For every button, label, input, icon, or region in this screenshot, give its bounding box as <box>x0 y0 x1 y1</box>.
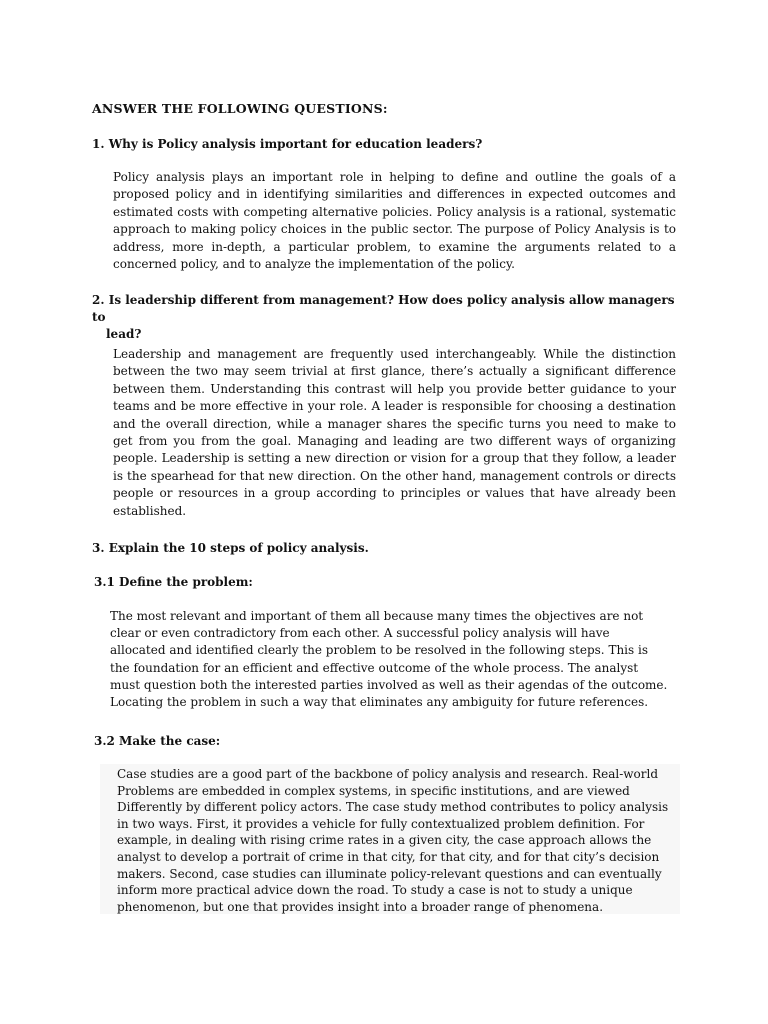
question-1-answer: Policy analysis plays an important role in helping to define and outline the goals of a proposed policy and in identifying similarities and differences in expected outcomes and estimated costs with competing alternative policies. Policy analysis is a rational, systematic approach to making policy choices in the public sector. The purpose of Policy Analysis is to address, more in-depth, a particular problem, to examine the arguments related to a concerned policy, and to analyze the implementation of the policy. <box>113 170 676 272</box>
question-2-title <box>92 292 692 343</box>
question-1-title: 1. Why is Policy analysis important for education leaders? <box>92 137 483 151</box>
page-heading: ANSWER THE FOLLOWING QUESTIONS: <box>92 101 388 116</box>
question-2-title-line-1: 2. Is leadership different from management? How does policy analysis allow managers to <box>92 293 675 324</box>
question-2-answer: Leadership and management are frequently used interchangeably. While the distinction between the two may seem trivial at first glance, there’s actually a significant difference between them. Understanding this contrast will help you provide better guidance to your teams and be more effective in your role. A leader is responsible for choosing a destination and the overall direction, while a manager shares the specific turns you need to make to get from you from the goal. Managing and leading are two different ways of organizing people. Leadership is setting a new direction or vision for a group that they follow, a leader is the spearhead for that new direction. On the other hand, management controls or directs people or resources in a group according to principles or values that have already been established. <box>113 347 676 518</box>
step-3-1-title: 3.1 Define the problem: <box>94 575 253 589</box>
step-3-2-title: 3.2 Make the case: <box>94 734 221 748</box>
step-3-1-answer: The most relevant and important of them all because many times the objectives are not clear or even contradictory from each other. A successful policy analysis will have allocated and identified clearly the problem to be resolved in the following steps. This is the foundation for an efficient and effective outcome of the whole process. The analyst must question both the interested parties involved as well as their agendas of the outcome. Locating the problem in such a way that eliminates any ambiguity for future references. <box>110 609 668 710</box>
question-3-title: 3. Explain the 10 steps of policy analysis. <box>92 541 369 555</box>
question-2-title-line-2: lead? <box>106 327 142 341</box>
step-3-2-answer: Case studies are a good part of the backbone of policy analysis and research. Real-world Problems are embedded in complex systems, in specific institutions, and are viewed Differently by different policy actors. The case study method contributes to policy analysis in two ways. First, it provides a vehicle for fully contextualized problem definition. For example, in dealing with rising crime rates in a given city, the case approach allows the analyst to develop a portrait of crime in that city, for that city, and for that city’s decision makers. Second, case studies can illuminate policy-relevant questions and can eventually inform more practical advice down the road. To study a case is not to study a unique phenomenon, but one that provides insight into a broader range of phenomena. <box>117 767 669 914</box>
